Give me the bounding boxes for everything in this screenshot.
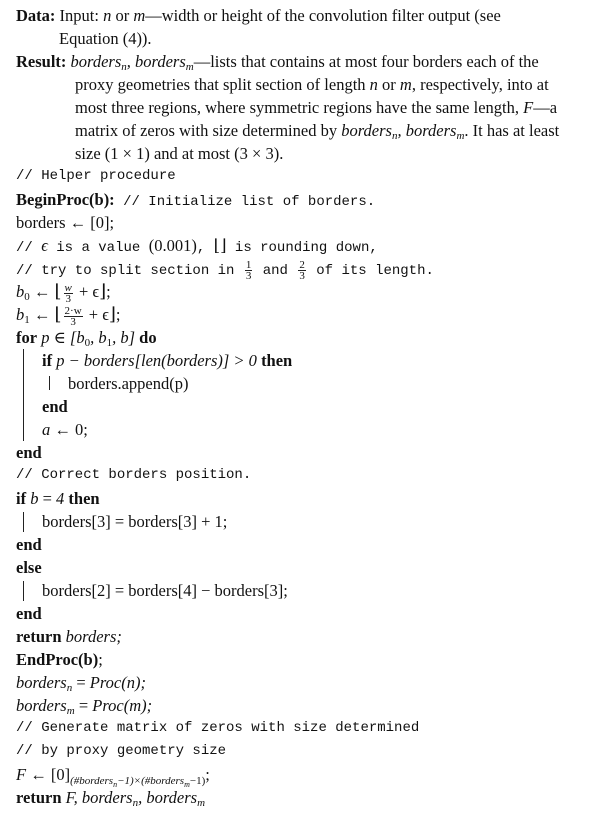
fraction-one-third: $\frac{1}{3}$	[245, 258, 252, 282]
result-line-5: size (1 × 1) and at most (3 × 3).	[75, 144, 284, 163]
beginproc-keyword: BeginProc(b):	[16, 190, 115, 209]
data-line-cont: Equation (4)).	[59, 29, 152, 48]
result-line-3: most three regions, where symmetric regions have the same length, F—a	[75, 98, 558, 117]
borders2-stmt: borders[2] = borders[4] − borders[3];	[42, 581, 288, 600]
if-end: end	[42, 397, 68, 416]
a-assign: a ← 0;	[42, 420, 88, 439]
result-line-4: matrix of zeros with size determined by borders$_n$, borders$_m$. It has at least	[75, 121, 560, 142]
data-text: Input: n or m—width or height of the convolution filter output (see	[59, 6, 501, 25]
borders3-stmt: borders[3] = borders[3] + 1;	[42, 512, 228, 531]
result-label: Result:	[16, 52, 67, 71]
result-line	[16, 50, 612, 73]
bordersn-assign: borders$_n$ = Proc(n);	[16, 673, 146, 694]
comment-split: // try to split section in $\frac{1}{3}$ and $\frac{2}{3}$ of its length.	[16, 258, 434, 282]
append-line: borders.append(p)	[68, 374, 189, 393]
return-borders: return borders;	[16, 627, 122, 646]
comment-generate: // Generate matrix of zeros with size determined	[16, 720, 420, 736]
result-line-2: proxy geometries that split section of length n or m, respectively, into at	[75, 75, 549, 94]
else-block	[16, 556, 612, 625]
bordersm-assign: borders$_m$ = Proc(m);	[16, 696, 153, 717]
data-line	[16, 4, 612, 27]
comment-correct: // Correct borders position.	[16, 467, 252, 483]
else-line: else	[16, 558, 42, 577]
F-subscript: (#bordersn−1)×(#bordersm−1)	[70, 775, 206, 789]
result-text: borders$_n$, borders$_m$—lists that contains at most four borders each of the	[70, 52, 539, 73]
comment-by-proxy: // by proxy geometry size	[16, 743, 227, 759]
if-b-end: end	[16, 535, 42, 554]
beginproc-comment: // Initialize list of borders.	[114, 194, 376, 210]
for-block	[16, 326, 612, 464]
comment-epsilon: // ϵ is a value (0.001), ⌊⌋ is rounding down,	[16, 236, 378, 256]
borders-init: borders ← [0];	[16, 213, 115, 232]
b1-assign: $b_1$ ← ⌊ $\frac{2\cdot w}{3}$ + ϵ⌋;	[16, 304, 121, 328]
comment-helper: // Helper procedure	[16, 168, 176, 184]
for-line: for p ∈ [$b_0$, $b_1$, b] do	[16, 328, 157, 349]
fraction-two-thirds: $\frac{2}{3}$	[299, 258, 305, 282]
if-b-block	[16, 487, 612, 556]
data-label: Data:	[16, 6, 56, 25]
beginproc-line	[16, 188, 612, 211]
if-b-line: if b = 4 then	[16, 489, 100, 508]
endproc-line: EndProc(b);	[16, 650, 103, 669]
F-assign: F ← $[0]_{(\#borders_n-1)\times(\#borders_m-1)}$;	[16, 765, 210, 789]
if-line: if p − borders[len(borders)] > 0 then	[42, 351, 293, 370]
b0-assign: $b_0$ ← ⌊ $\frac{w}{3}$ + ϵ⌋;	[16, 281, 111, 305]
for-end: end	[16, 443, 42, 462]
else-end: end	[16, 604, 42, 623]
final-return: return F, borders$_n$, borders$_m$	[16, 788, 206, 809]
